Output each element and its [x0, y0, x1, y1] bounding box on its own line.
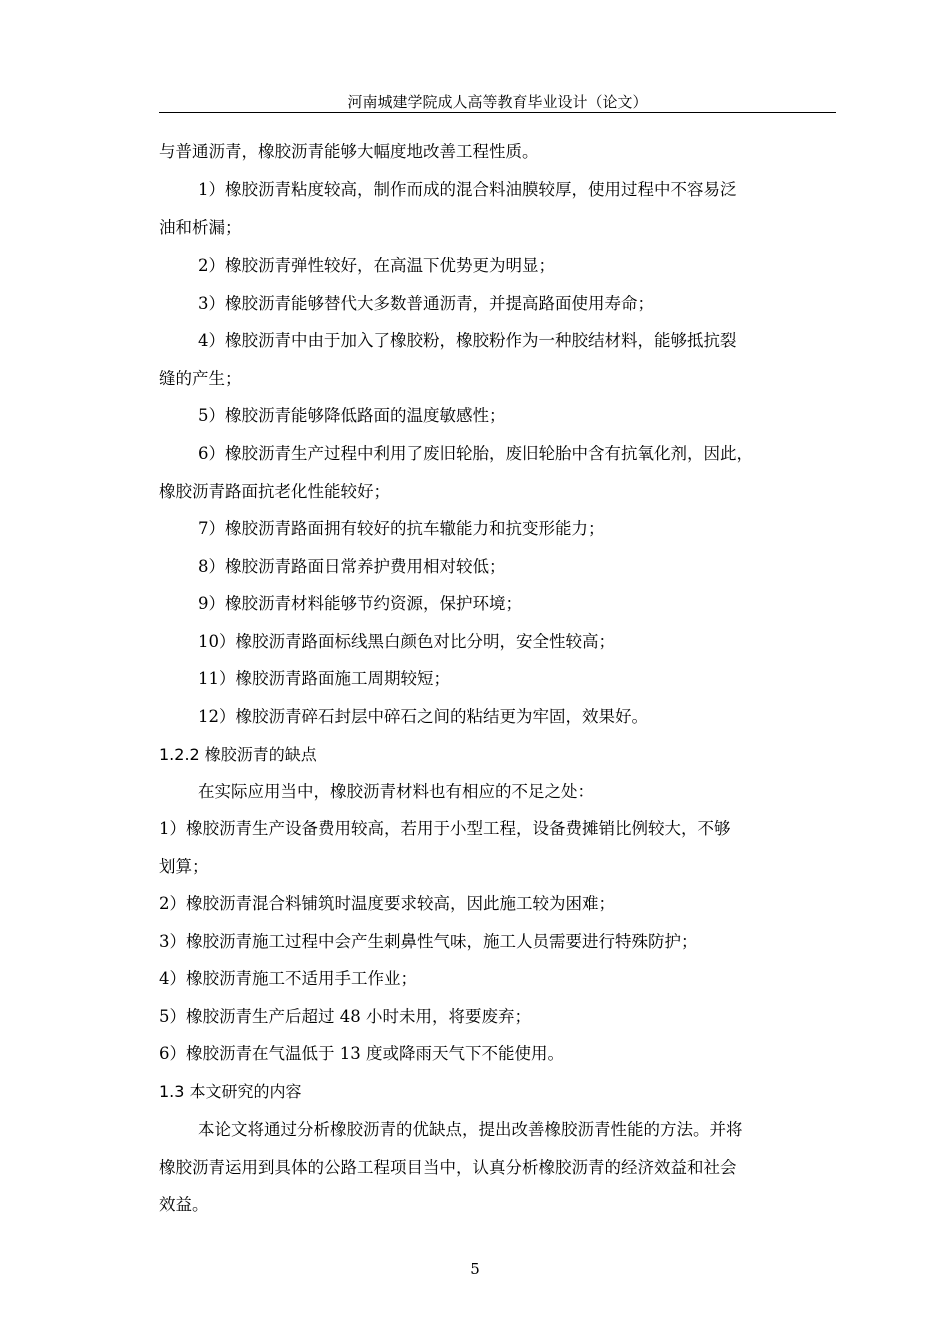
advantage-line: 橡胶沥青路面抗老化性能较好；: [159, 482, 390, 501]
header-rule: [159, 112, 836, 113]
disadvantage-line: 1）橡胶沥青生产设备费用较高，若用于小型工程，设备费摊销比例较大，不够: [159, 819, 731, 838]
disadvantage-line: 3）橡胶沥青施工过程中会产生刺鼻性气味，施工人员需要进行特殊防护；: [159, 932, 698, 951]
advantage-line: 8）橡胶沥青路面日常养护费用相对较低；: [198, 557, 506, 576]
advantage-line: 3）橡胶沥青能够替代大多数普通沥青，并提高路面使用寿命；: [198, 294, 654, 313]
disadvantage-line: 4）橡胶沥青施工不适用手工作业；: [159, 969, 417, 988]
page-number: 5: [470, 1260, 480, 1278]
advantage-line: 5）橡胶沥青能够降低路面的温度敏感性；: [198, 406, 506, 425]
advantage-line: 6）橡胶沥青生产过程中利用了废旧轮胎，废旧轮胎中含有抗氧化剂，因此，: [198, 444, 753, 463]
advantage-line: 4）橡胶沥青中由于加入了橡胶粉，橡胶粉作为一种胶结材料，能够抵抗裂: [198, 331, 737, 350]
paragraph-line: 在实际应用当中，橡胶沥青材料也有相应的不足之处：: [198, 782, 594, 801]
advantage-line: 2）橡胶沥青弹性较好，在高温下优势更为明显；: [198, 256, 555, 275]
advantage-line: 缝的产生；: [159, 369, 242, 388]
advantage-line: 10）橡胶沥青路面标线黑白颜色对比分明，安全性较高；: [198, 632, 615, 651]
disadvantage-line: 划算；: [159, 857, 209, 876]
advantage-line: 油和析漏；: [159, 218, 242, 237]
disadvantage-line: 6）橡胶沥青在气温低于 13 度或降雨天气下不能使用。: [159, 1044, 564, 1063]
paragraph-line: 与普通沥青，橡胶沥青能够大幅度地改善工程性质。: [159, 142, 539, 161]
disadvantage-line: 5）橡胶沥青生产后超过 48 小时未用，将要废弃；: [159, 1007, 531, 1026]
advantage-line: 9）橡胶沥青材料能够节约资源，保护环境；: [198, 594, 522, 613]
advantage-line: 1）橡胶沥青粘度较高，制作而成的混合料油膜较厚，使用过程中不容易泛: [198, 180, 737, 199]
paragraph-line: 效益。: [159, 1195, 209, 1214]
disadvantage-line: 2）橡胶沥青混合料铺筑时温度要求较高，因此施工较为困难；: [159, 894, 615, 913]
running-header: 河南城建学院成人高等教育毕业设计（论文）: [347, 93, 648, 111]
section-heading-1-2-2: 1.2.2 橡胶沥青的缺点: [159, 745, 317, 764]
advantage-line: 12）橡胶沥青碎石封层中碎石之间的粘结更为牢固，效果好。: [198, 707, 648, 726]
advantage-line: 11）橡胶沥青路面施工周期较短；: [198, 669, 450, 688]
advantage-line: 7）橡胶沥青路面拥有较好的抗车辙能力和抗变形能力；: [198, 519, 605, 538]
paragraph-line: 橡胶沥青运用到具体的公路工程项目当中，认真分析橡胶沥青的经济效益和社会: [159, 1158, 737, 1177]
paragraph-line: 本论文将通过分析橡胶沥青的优缺点，提出改善橡胶沥青性能的方法。并将: [198, 1120, 743, 1139]
section-heading-1-3: 1.3 本文研究的内容: [159, 1082, 302, 1101]
